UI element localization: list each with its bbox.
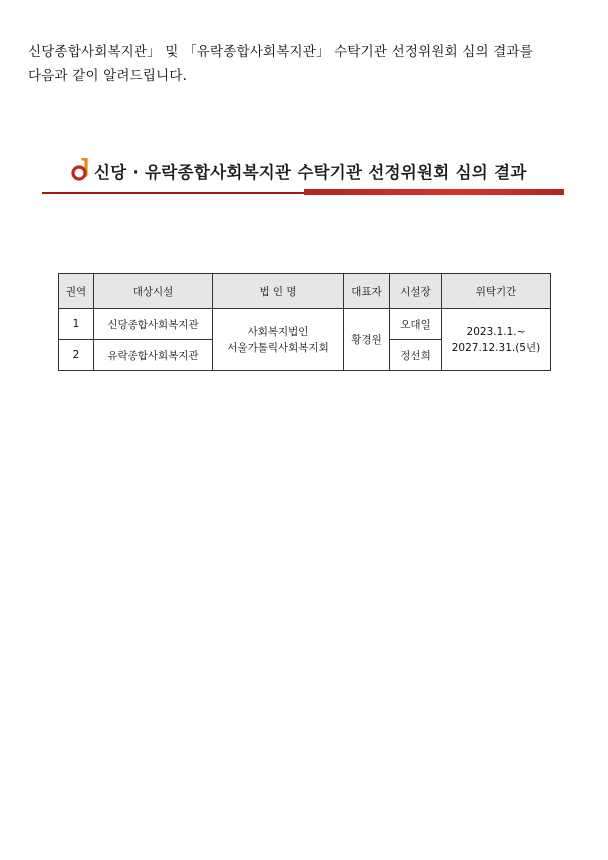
header-region: 권역 bbox=[59, 274, 94, 309]
header-representative: 대표자 bbox=[344, 274, 390, 309]
corporation-line-2: 서울가톨릭사회복지회 bbox=[227, 341, 329, 354]
title-underline-thick bbox=[304, 189, 564, 195]
table-header-row bbox=[59, 274, 551, 309]
header-facility: 대상시설 bbox=[94, 274, 213, 309]
result-table bbox=[58, 273, 551, 371]
cell-facility-head: 정선희 bbox=[390, 340, 442, 371]
intro-line-2: 다음과 같이 알려드립니다. bbox=[28, 68, 188, 84]
intro-line-1: 신당종합사회복지관」 및 「유락종합사회복지관」 수탁기관 선정위원회 심의 결과를 bbox=[28, 44, 533, 60]
cell-facility: 신당종합사회복지관 bbox=[94, 309, 213, 340]
cell-region: 1 bbox=[59, 309, 94, 340]
section-title bbox=[42, 156, 564, 200]
header-facility-head: 시설장 bbox=[390, 274, 442, 309]
cell-corporation bbox=[213, 309, 344, 371]
section-title-text: 신당 · 유락종합사회복지관 수탁기관 선정위원회 심의 결과 bbox=[94, 163, 527, 182]
period-line-2: 2027.12.31.(5년) bbox=[451, 341, 541, 354]
table-row bbox=[59, 309, 551, 340]
intro-paragraph bbox=[28, 40, 576, 88]
district-logo-icon bbox=[70, 158, 90, 182]
cell-region: 2 bbox=[59, 340, 94, 371]
cell-facility: 유락종합사회복지관 bbox=[94, 340, 213, 371]
cell-representative: 황경원 bbox=[344, 309, 390, 371]
title-underline-thin bbox=[42, 192, 304, 194]
cell-contract-period bbox=[442, 309, 551, 371]
period-line-1: 2023.1.1.~ bbox=[466, 325, 526, 338]
header-corporation: 법 인 명 bbox=[213, 274, 344, 309]
header-contract-period: 위탁기간 bbox=[442, 274, 551, 309]
cell-facility-head: 오대일 bbox=[390, 309, 442, 340]
corporation-line-1: 사회복지법인 bbox=[247, 325, 309, 338]
